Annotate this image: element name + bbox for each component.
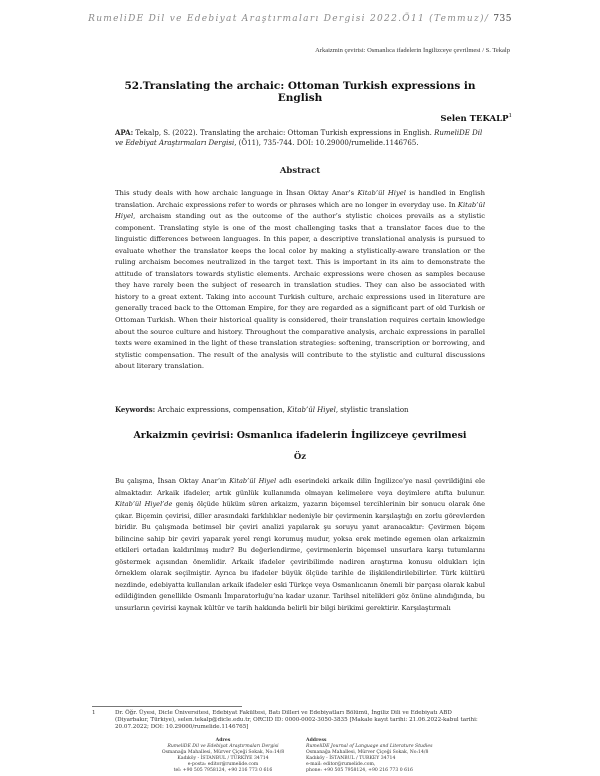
- footnote-text: Dr. Öğr. Üyesi, Dicle Üniversitesi, Edebiyat Fakültesi, Batı Dilleri ve Edebiyatları Bölümü, İngiliz Dili ve Edebiyatı ABD (Diyarbakır, Türkiye), selen.tekalp@dicle.edu.tr, ORCID ID: 0000-0002-3050-3835 [Makale kayıt tarihi: 21.06.2022-kabul tarihi: 20.07.2022; DOI: 10.29000/rumelide.1146765]: [115, 710, 478, 730]
- address-phone: phone: +90 505 7958124, +90 216 773 0 616: [306, 768, 413, 773]
- address-email[interactable]: e-mail: editor@rumelide.com,: [306, 762, 376, 767]
- oz-t1: Bu çalışma, İhsan Oktay Anar’ın: [115, 477, 230, 485]
- author-footnote-mark[interactable]: 1: [508, 113, 512, 119]
- abstract-body: [115, 188, 485, 373]
- author-name: [440, 113, 512, 124]
- turkish-title: Arkaizmin çevirisi: Osmanlıca ifadelerin İngilizceye çevrilmesi: [133, 430, 467, 441]
- abstract-p1-italic: Kitab’ül Hiyel: [357, 189, 406, 197]
- footnote-divider: [92, 706, 242, 707]
- address-line: RumeliDE Journal of Language and Literature Studies: [306, 744, 433, 749]
- address-english: [306, 738, 456, 774]
- abstract-p2: is handled in English translation. Archaic expressions refer to words or phrases which are no longer in everyday use. In: [115, 189, 485, 209]
- running-header: [0, 14, 512, 24]
- abstract-p2-italic: Kitab’ül Hiyel: [115, 200, 485, 221]
- keywords-text-b: , stylistic translation: [335, 406, 409, 414]
- address-heading: Adres: [215, 738, 231, 743]
- keywords-text-a: Archaic expressions, compensation,: [155, 406, 288, 414]
- page-number: 735: [493, 14, 512, 24]
- running-article-title: Arkaizmin çevirisi: Osmanlıca ifadelerin İngilizceye çevrilmesi / S. Tekalp: [315, 47, 510, 54]
- keywords-label: Keywords:: [115, 405, 156, 414]
- footnote-number: 1: [92, 710, 96, 716]
- oz-body: [115, 476, 485, 615]
- oz-heading: Öz: [293, 452, 307, 462]
- address-line: Kadıköy - İSTANBUL / TÜRKİYE 34714: [177, 756, 269, 761]
- author-name-text: Selen TEKALP: [440, 113, 509, 124]
- oz-t2: adlı eserindeki arkaik dilin İngilizce’ye nasıl çevrildiğini ele almaktadır. Arkaik ifadeler, artık günlük kullanımda olmayan kelimelere veya deyimlere atıfta bulunur.: [115, 477, 485, 497]
- apa-citation: [115, 128, 485, 148]
- apa-text-a: Tekalp, S. (2022). Translating the archaic: Ottoman Turkish expressions in English.: [133, 129, 435, 137]
- address-line: Osmanağa Mahallesi, Mürver Çiçeği Sokak, No:14/8: [306, 750, 429, 755]
- article-title: 52.Translating the archaic: Ottoman Turkish expressions in English: [124, 80, 476, 104]
- address-line: Kadıköy - İSTANBUL / TURKEY 34714: [306, 756, 396, 761]
- oz-t2-italic: Kitab’ül Hiyel’de: [115, 500, 173, 509]
- oz-t1-italic: Kitab’ül Hiyel: [229, 477, 277, 485]
- address-turkish: [148, 738, 298, 774]
- abstract-heading: Abstract: [279, 166, 321, 176]
- abstract-p3: , archaism standing out as the outcome of the author’s stylistic choices prevails as a stylistic component. Translating style is one of the most challenging tasks that a translator faces due to the linguistic differences between languages. In this paper, a descriptive translational analysis is pursued to evaluate whether the translator keeps the local color by making a stylistically-aware translation or the ruling archaism becomes neutralized in the target text. This is important in its aim to demonstrate the attitude of translators towards stylistic elements. Archaic expressions were chosen as samples because they have rarely been the subject of research in translation studies. They can also be associated with history to a great extent. Taking into account Turkish culture, archaic expressions used in literature are generally traced back to the Ottoman Empire, for they are regarded as a significant part of old Turkish or Ottoman Turkish. When their historical quality is considered, their translation requires certain knowledge about the source culture and history. Throughout the comparative analysis, archaic expressions in parallel texts were examined in the light of these translation strategies: softening, transcription or borrowing, and stylistic compensation. The result of the analysis will contribute to the stylistic and cultural discussions about literary translation.: [115, 212, 485, 371]
- apa-label: APA:: [115, 128, 134, 137]
- address-line: Osmanağa Mahallesi, Mürver Çiçeği Sokak, No:14/8: [161, 750, 285, 755]
- apa-text-b: , (Ö11), 735-744. DOI: 10.29000/rumelide.1146765.: [234, 139, 419, 147]
- keywords: [115, 405, 485, 414]
- address-line: RumeliDE Dil ve Edebiyat Araştırmaları Dergisi: [167, 744, 279, 749]
- address-phone: tel: +90 505 7958124, +90 216 773 0 616: [173, 768, 273, 773]
- oz-t3: geniş ölçüde hüküm süren arkaizm, yazarın biçemsel tercihlerinin bir sonucu olarak öne çıkar. Biçemin çevirisi, diller arasındaki farklılıklar nedeniyle bir çevirmenin karşılaştığı en zorlu görevlerden biridir. Bu çalışmada betimsel bir çeviri analizi yapılarak şu soruyu yanıt aranacaktır: Çevirmen biçem bilincine sahip bir çeviri yaparak yerel rengi korumuş mudur, yoksa erek metinde egemen olan arkaizmin etkileri ortadan kaldırılmış mıdır? Bu değerlendirme, çevirmenlerin biçemsel unsurlara karşı tutumlarını göstermek açısından önemlidir. Arkaik ifadeler çeviribilimde nadiren araştırma konusu oldukları için örneklem olarak seçilmiştir. Ayrıca bu ifadeler büyük ölçüde tarihle de ilişkilendirilebilirler. Türk kültürü nezdinde, edebiyatta kullanılan arkaik ifadeler eski Türkçe veya Osmanlıcanın önemli bir parçası olarak kabul edildiğinden genellikle Osmanlı İmparatorluğu’na kadar uzanır. Tarihsel nitelikleri göz önüne alındığında, bu unsurların çevirisi kaynak kültür ve tarih hakkında belirli bir bilgi birikimi gerektirir. Karşılaştırmalı: [115, 500, 486, 613]
- address-email[interactable]: e-posta: editor@rumelide.com: [187, 762, 259, 767]
- abstract-p1: This study deals with how archaic language in İhsan Oktay Anar’s: [115, 189, 358, 197]
- keywords-italic: Kitab’ül Hiyel: [287, 406, 336, 414]
- journal-name: RumeliDE Dil ve Edebiyat Araştırmaları Dergisi 2022.Ö11 (Temmuz)/: [88, 14, 494, 24]
- apa-journal: RumeliDE Dil ve Edebiyat Araştırmaları Dergisi: [115, 129, 483, 147]
- address-heading: Address: [306, 738, 327, 743]
